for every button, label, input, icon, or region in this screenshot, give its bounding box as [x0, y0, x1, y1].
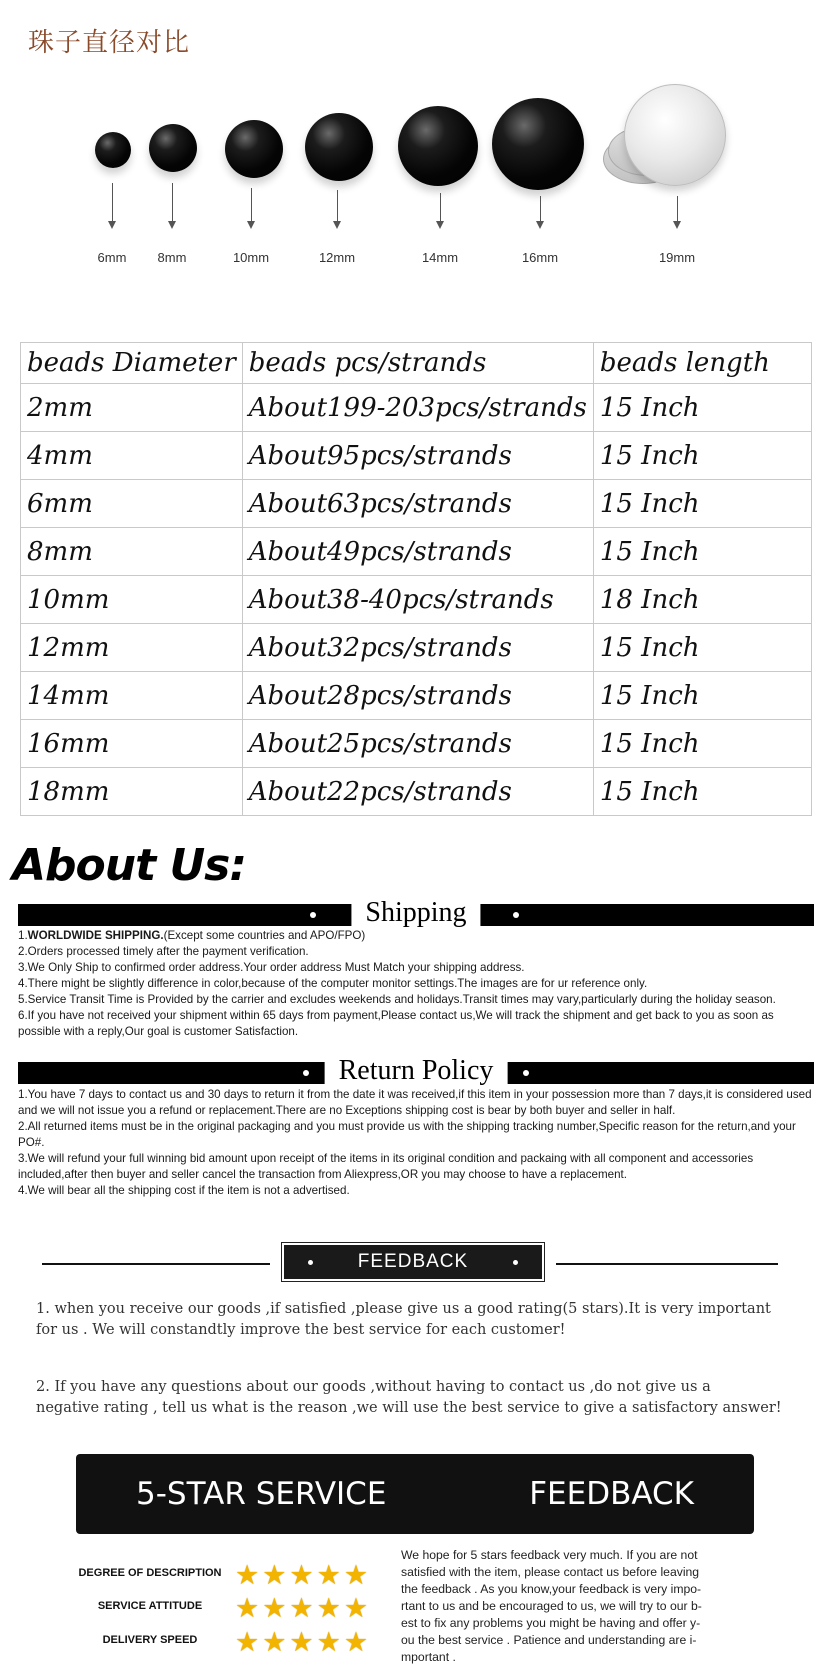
table-cell: About95pcs/strands	[242, 432, 593, 480]
feedback-line: for us . We will constandtly improve the best service for each customer!	[36, 1322, 566, 1338]
table-cell: 15 Inch	[593, 672, 811, 720]
table-cell: 18 Inch	[593, 576, 811, 624]
bead-16mm	[492, 98, 584, 190]
item-text: (Except some countries and APO/FPO)	[163, 929, 366, 942]
return-item: 2.All returned items must be in the original packaging and you must provide us with the shipping tracking number,Specific reason for the return,and your PO#.	[18, 1120, 796, 1149]
table-row	[21, 576, 812, 624]
shipping-item	[18, 928, 816, 944]
table-row	[21, 672, 812, 720]
table-cell: 16mm	[21, 720, 243, 768]
shipping-item: 4.There might be slightly difference in color,because of the computer monitor settings.The images are for ur reference only.	[18, 977, 648, 990]
table-row	[21, 384, 812, 432]
table-cell: 15 Inch	[593, 384, 811, 432]
arrow-head-14mm	[436, 221, 444, 229]
table-header: beads length	[593, 343, 811, 384]
shipping-banner	[18, 897, 814, 928]
return-item: 3.We will refund your full winning bid amount upon receipt of the items in its original condition and packaing with all component and accessories included,after then buyer and seller cancel the transaction from Aliexpress,OR you may choose to have a replacement.	[18, 1152, 754, 1181]
table-row	[21, 480, 812, 528]
table-cell: 15 Inch	[593, 432, 811, 480]
size-label: 12mm	[318, 250, 356, 265]
dot-icon	[308, 1260, 313, 1265]
bead-14mm	[398, 106, 478, 186]
star-rating-icon: ★★★★★	[235, 1593, 372, 1623]
table-cell: About63pcs/strands	[242, 480, 593, 528]
five-star-service-label: 5-STAR SERVICE	[136, 1476, 387, 1512]
table-row	[21, 432, 812, 480]
feedback-badge-label: FEEDBACK	[357, 1251, 469, 1272]
rating-row-delivery	[70, 1626, 390, 1658]
feedback-request-text	[401, 1547, 746, 1666]
return-item: 1.You have 7 days to contact us and 30 days to return it from the date it was received,if this item in your possession more than 7 days,it is considered used and we will not issue you a refund or replacement.There are no Exceptions shipping cost is bear by both buyer and seller in half.	[18, 1088, 812, 1117]
size-label: 6mm	[97, 250, 127, 265]
arrow-head-12mm	[333, 221, 341, 229]
table-cell: 12mm	[21, 624, 243, 672]
arrow-10mm	[251, 188, 252, 223]
return-policy-heading: Return Policy	[325, 1055, 508, 1087]
arrow-head-16mm	[536, 221, 544, 229]
table-cell: About38-40pcs/strands	[242, 576, 593, 624]
arrow-8mm	[172, 183, 173, 223]
bead-8mm	[149, 124, 197, 172]
feedback-rule-right	[556, 1263, 778, 1265]
five-star-banner	[76, 1454, 754, 1534]
table-row	[21, 720, 812, 768]
bead-12mm	[305, 113, 373, 181]
return-policy-banner	[18, 1055, 814, 1086]
table-cell: 15 Inch	[593, 528, 811, 576]
table-header: beads pcs/strands	[242, 343, 593, 384]
arrow-14mm	[440, 193, 441, 223]
item-number: 1.	[18, 929, 28, 942]
feedback-paragraph-2	[36, 1377, 796, 1419]
shipping-item: 2.Orders processed timely after the payment verification.	[18, 945, 309, 958]
bead-19mm	[624, 84, 726, 186]
text-line: rtant to us and be encouraged to us, we will try to our b-	[401, 1599, 702, 1613]
table-cell: 15 Inch	[593, 768, 811, 816]
shipping-item: 5.Service Transit Time is Provided by the carrier and excludes weekends and holidays.Transit times may vary,particularly during the holiday season.	[18, 993, 776, 1006]
rating-label: DEGREE OF DESCRIPTION	[78, 1567, 222, 1579]
dot-icon	[513, 912, 519, 918]
feedback-line: 1. when you receive our goods ,if satisfied ,please give us a good rating(5 stars).It is very important	[36, 1301, 771, 1317]
dot-icon	[310, 912, 316, 918]
size-label: 10mm	[232, 250, 270, 265]
size-label: 14mm	[421, 250, 459, 265]
arrow-head-19mm	[673, 221, 681, 229]
table-cell: About49pcs/strands	[242, 528, 593, 576]
table-cell: About199-203pcs/strands	[242, 384, 593, 432]
table-row	[21, 624, 812, 672]
text-line: mportant .	[401, 1650, 456, 1664]
shipping-item: 3.We Only Ship to confirmed order address.Your order address Must Match your shipping address.	[18, 961, 525, 974]
feedback-line: negative rating , tell us what is the reason ,we will use the best service to give a satisfactory answer!	[36, 1400, 782, 1416]
table-cell: 10mm	[21, 576, 243, 624]
table-header-row	[21, 343, 812, 384]
feedback-line: 2. If you have any questions about our goods ,without having to contact us ,do not give us a	[36, 1379, 711, 1395]
arrow-head-6mm	[108, 221, 116, 229]
text-line: satisfied with the item, please contact us before leaving	[401, 1565, 700, 1579]
table-cell: 15 Inch	[593, 624, 811, 672]
worldwide-shipping-label: WORLDWIDE SHIPPING.	[27, 929, 164, 942]
table-header: beads Diameter	[21, 343, 243, 384]
arrow-6mm	[112, 183, 113, 223]
table-cell: 15 Inch	[593, 720, 811, 768]
bead-10mm	[225, 120, 283, 178]
feedback-label: FEEDBACK	[529, 1476, 694, 1512]
rating-label: SERVICE ATTITUDE	[97, 1600, 203, 1612]
text-line: est to fix any problems you might be having and offer y-	[401, 1616, 701, 1630]
bead-spec-table	[20, 342, 812, 816]
table-row	[21, 768, 812, 816]
size-label: 16mm	[521, 250, 559, 265]
text-line: the feedback . As you know,your feedback is very impo-	[401, 1582, 702, 1596]
shipping-heading: Shipping	[351, 897, 480, 929]
page-title: 珠子直径对比	[28, 28, 191, 58]
table-cell: About32pcs/strands	[242, 624, 593, 672]
shipping-list	[18, 928, 816, 1040]
shipping-item: 6.If you have not received your shipment within 65 days from payment,Please contact us,We will track the shipment and get back to you as soon as possible with a reply,Our goal is customer Satisfaction.	[18, 1009, 774, 1038]
table-cell: 8mm	[21, 528, 243, 576]
size-label: 19mm	[658, 250, 696, 265]
arrow-19mm	[677, 196, 678, 223]
arrow-head-8mm	[168, 221, 176, 229]
arrow-16mm	[540, 196, 541, 223]
feedback-paragraph-1	[36, 1299, 796, 1341]
size-label: 8mm	[157, 250, 187, 265]
table-cell: 15 Inch	[593, 480, 811, 528]
table-cell: 4mm	[21, 432, 243, 480]
table-cell: 2mm	[21, 384, 243, 432]
rating-row-description	[70, 1559, 390, 1591]
bead-size-comparison	[0, 90, 828, 270]
bead-6mm	[95, 132, 131, 168]
return-policy-list	[18, 1087, 816, 1199]
feedback-badge	[284, 1245, 542, 1279]
table-cell: About22pcs/strands	[242, 768, 593, 816]
text-line: ou the best service . Patience and understanding are i-	[401, 1633, 697, 1647]
rating-label: DELIVERY SPEED	[102, 1634, 198, 1646]
table-cell: About28pcs/strands	[242, 672, 593, 720]
table-row	[21, 528, 812, 576]
table-cell: About25pcs/strands	[242, 720, 593, 768]
star-rating-icon: ★★★★★	[235, 1560, 372, 1590]
star-rating-icon: ★★★★★	[235, 1627, 372, 1657]
arrow-12mm	[337, 190, 338, 223]
table-cell: 14mm	[21, 672, 243, 720]
rating-row-attitude	[70, 1592, 390, 1624]
arrow-head-10mm	[247, 221, 255, 229]
feedback-rule-left	[42, 1263, 270, 1265]
dot-icon	[303, 1070, 309, 1076]
table-cell: 6mm	[21, 480, 243, 528]
table-cell: 18mm	[21, 768, 243, 816]
dot-icon	[523, 1070, 529, 1076]
text-line: We hope for 5 stars feedback very much. If you are not	[401, 1548, 698, 1562]
dot-icon	[513, 1260, 518, 1265]
about-us-heading: About Us:	[12, 840, 246, 891]
return-item: 4.We will bear all the shipping cost if the item is not a advertised.	[18, 1184, 350, 1197]
